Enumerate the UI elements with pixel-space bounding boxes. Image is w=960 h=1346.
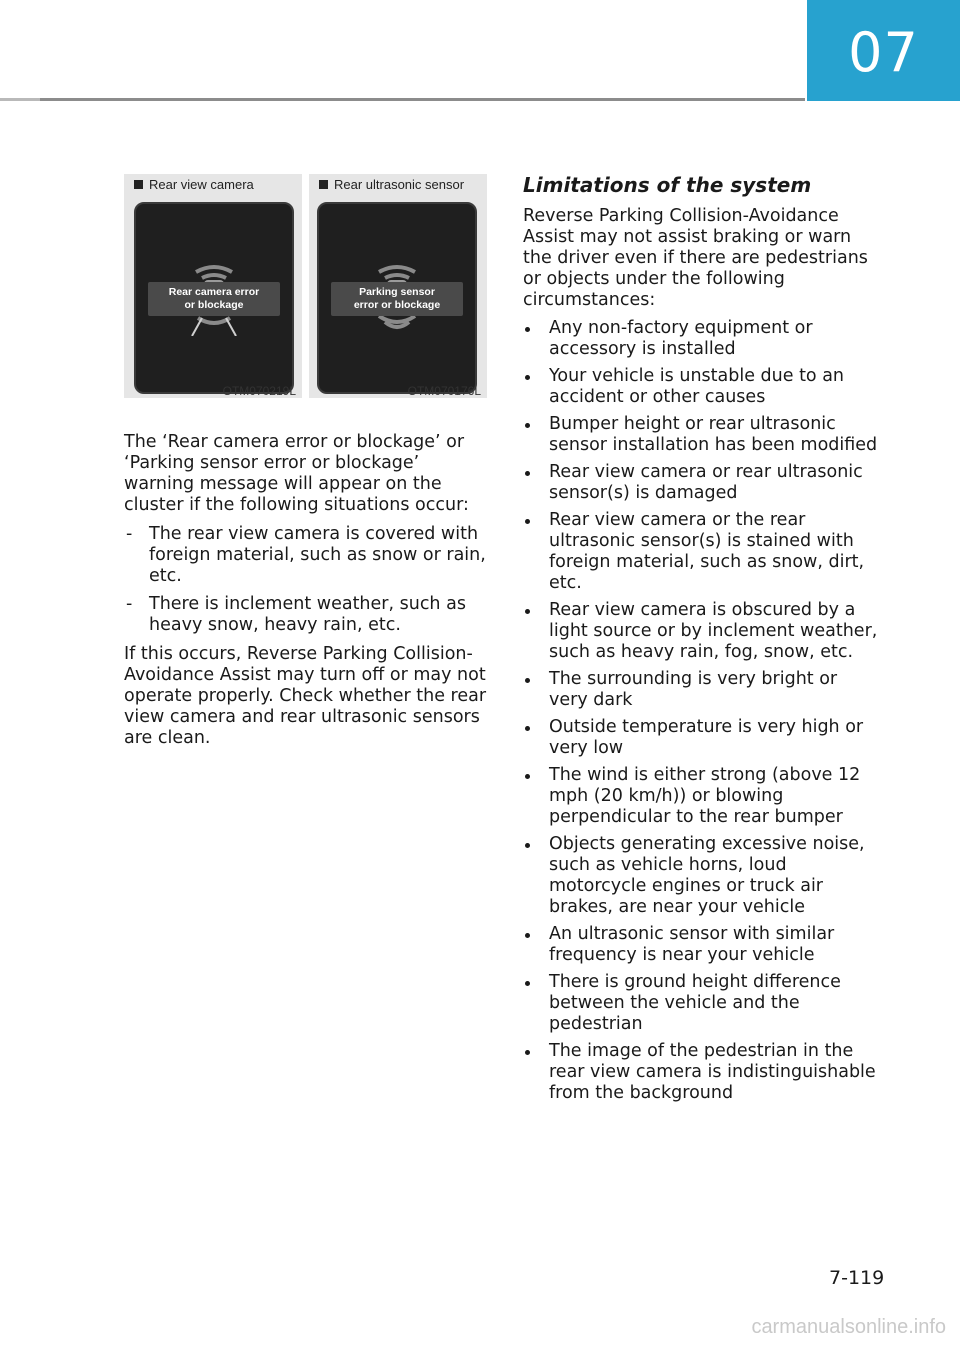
- square-bullet-icon: [319, 180, 328, 189]
- chapter-number: 07: [848, 21, 919, 84]
- list-item: Rear view camera or the rear ultrasonic sensor(s) is stained with foreign material, such as snow, dirt, etc.: [523, 510, 881, 594]
- figure-caption-text: Rear view camera: [149, 177, 254, 192]
- list-item: - The rear view camera is covered with foreign material, such as snow or rain, etc.: [124, 524, 490, 587]
- figure-rear-ultrasonic-sensor: [309, 174, 487, 398]
- figure-caption-text: Rear ultrasonic sensor: [334, 177, 465, 192]
- header-rule: [0, 98, 805, 101]
- warning-intro: The ‘Rear camera error or blockage’ or ‘Parking sensor error or blockage’ warning message will appear on the cluster if the following situations occur:: [124, 432, 469, 515]
- list-item: The image of the pedestrian in the rear view camera is indistinguishable from the background: [523, 1041, 881, 1104]
- list-item: Any non-factory equipment or accessory is installed: [523, 318, 881, 360]
- list-item: Your vehicle is unstable due to an accident or other causes: [523, 366, 881, 408]
- list-item: Objects generating excessive noise, such as vehicle horns, loud motorcycle engines or truck air brakes, are near your vehicle: [523, 834, 881, 918]
- page-number: 7-119: [829, 1267, 885, 1289]
- left-column: [124, 432, 490, 757]
- figure-rear-view-camera: [124, 174, 302, 398]
- header-rule-accent: [0, 98, 40, 101]
- chapter-tab: [807, 0, 960, 101]
- watermark: carmanualsonline.info: [751, 1316, 946, 1338]
- list-item: Bumper height or rear ultrasonic sensor installation has been modified: [523, 414, 881, 456]
- section-intro: Reverse Parking Collision-Avoidance Assist may not assist braking or warn the driver even if there are pedestrians or objects under the following circumstances:: [523, 206, 868, 310]
- list-item: - There is inclement weather, such as heavy snow, heavy rain, etc.: [124, 594, 490, 636]
- figure-caption: [134, 178, 296, 192]
- figure-code: OTM070176L: [407, 384, 481, 398]
- list-item: There is ground height difference between the vehicle and the pedestrian: [523, 972, 881, 1035]
- list-item: An ultrasonic sensor with similar frequency is near your vehicle: [523, 924, 881, 966]
- list-item: Outside temperature is very high or very low: [523, 717, 881, 759]
- square-bullet-icon: [134, 180, 143, 189]
- figure-code: OTM070219L: [222, 384, 296, 398]
- list-item: Rear view camera or rear ultrasonic sensor(s) is damaged: [523, 462, 881, 504]
- situation-list: [124, 524, 490, 636]
- warning-message: Rear camera error or blockage: [148, 282, 280, 316]
- right-column: [523, 173, 881, 1110]
- warning-message: Parking sensor error or blockage: [331, 282, 463, 316]
- cluster-display: [134, 202, 294, 394]
- figure-caption: [319, 178, 481, 192]
- cluster-display: [317, 202, 477, 394]
- list-item: The surrounding is very bright or very dark: [523, 669, 881, 711]
- list-item: The wind is either strong (above 12 mph (20 km/h)) or blowing perpendicular to the rear bumper: [523, 765, 881, 828]
- list-item: Rear view camera is obscured by a light source or by inclement weather, such as heavy rain, fog, snow, etc.: [523, 600, 881, 663]
- limitation-list: [523, 318, 881, 1104]
- section-heading: Limitations of the system: [523, 173, 812, 197]
- warning-conclusion: If this occurs, Reverse Parking Collision-Avoidance Assist may turn off or may not operate properly. Check whether the rear view camera and rear ultrasonic sensors are clean.: [124, 644, 487, 748]
